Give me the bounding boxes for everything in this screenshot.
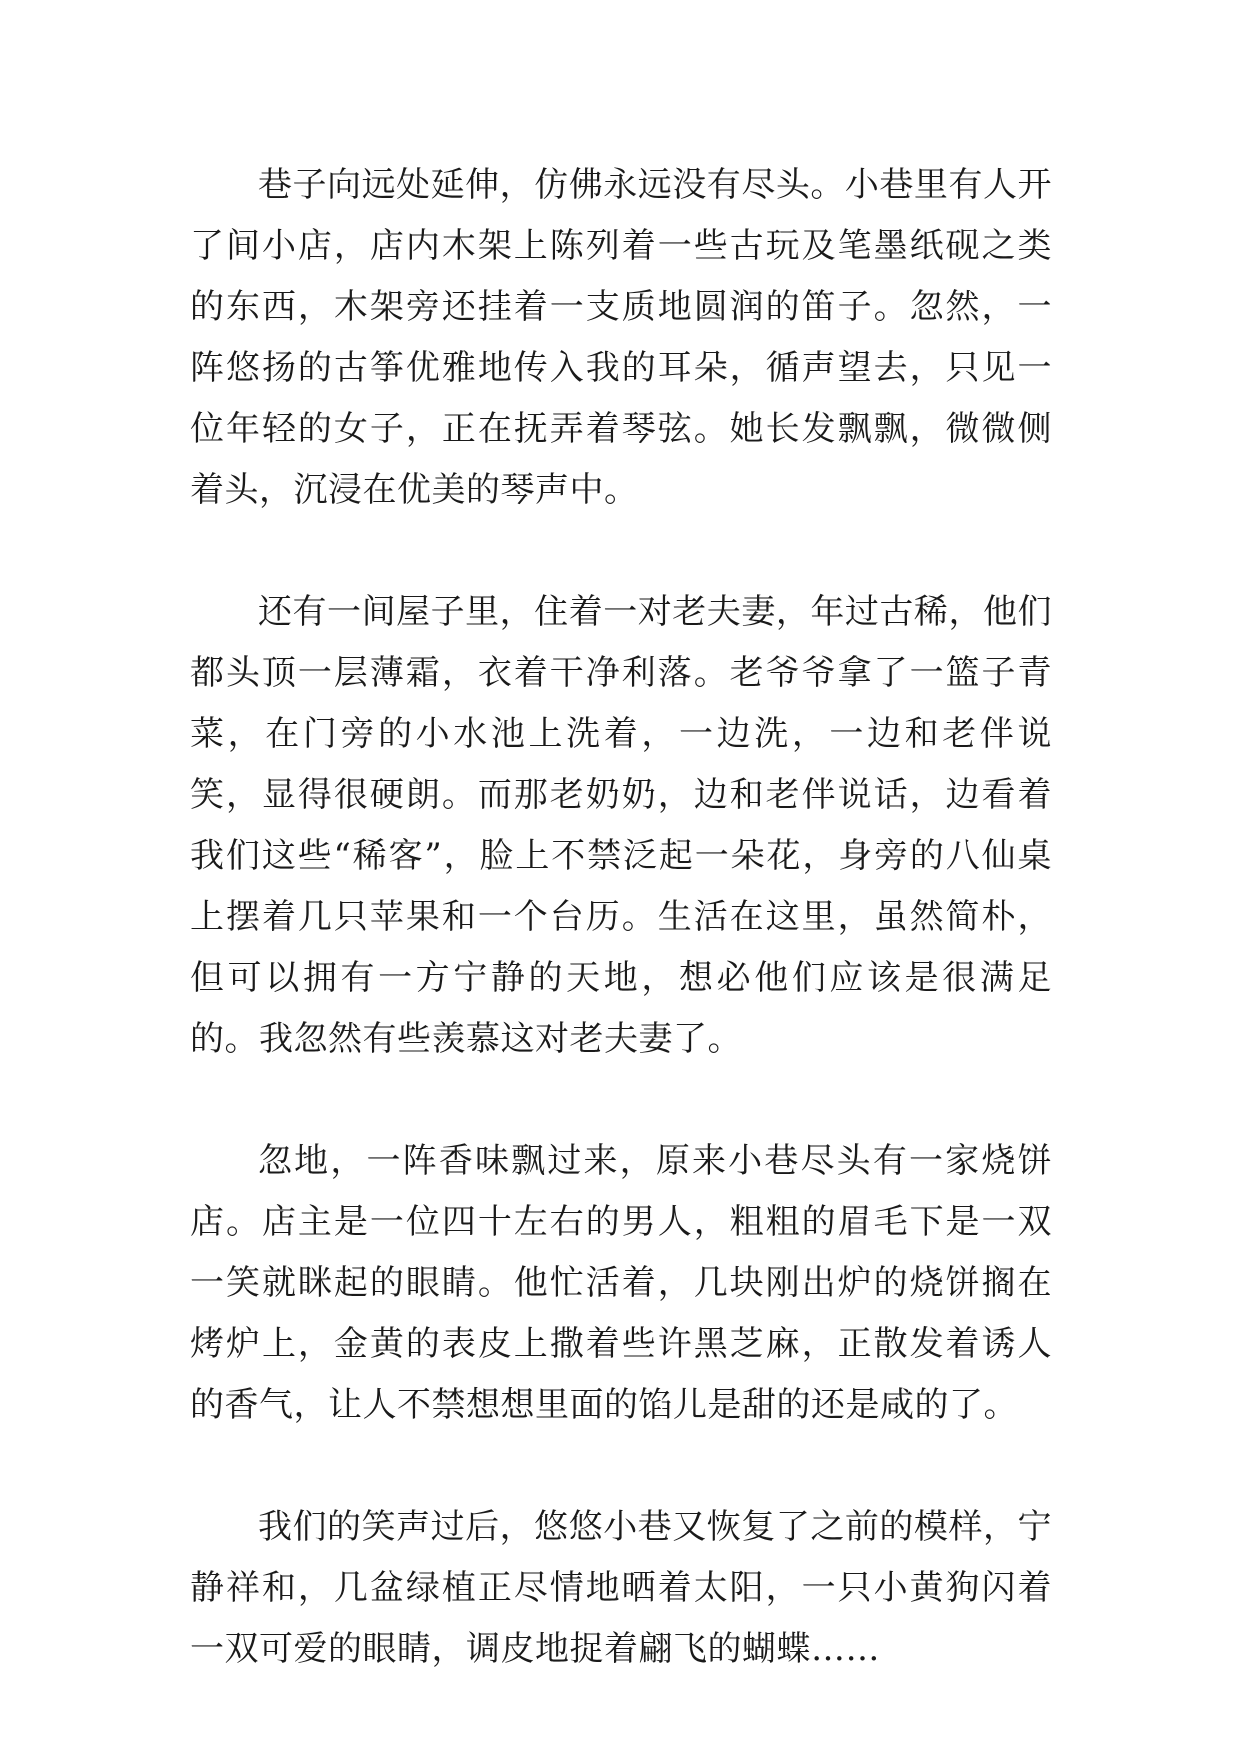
paragraph-1: 巷子向远处延伸，仿佛永远没有尽头。小巷里有人开了间小店，店内木架上陈列着一些古玩及笔墨纸砚之类的东西，木架旁还挂着一支质地圆润的笛子。忽然，一阵悠扬的古筝优雅地传入我的耳朵，循声望去，只见一位年轻的女子，正在抚弄着琴弦。她长发飘飘，微微侧着头，沉浸在优美的琴声中。 [190,165,1052,510]
paragraph-2: 还有一间屋子里，住着一对老夫妻，年过古稀，他们都头顶一层薄霜，衣着干净利落。老爷爷拿了一篮子青菜，在门旁的小水池上洗着，一边洗，一边和老伴说笑，显得很硬朗。而那老奶奶，边和老伴说话，边看着我们这些“稀客”，脸上不禁泛起一朵花，身旁的八仙桌上摆着几只苹果和一个台历。生活在这里，虽然简朴，但可以拥有一方宁静的天地，想必他们应该是很满足的。我忽然有些羡慕这对老夫妻了。 [190,592,1052,1059]
document-page [190,155,1052,1680]
paragraph-4: 我们的笑声过后，悠悠小巷又恢复了之前的模样，宁静祥和，几盆绿植正尽情地晒着太阳，一只小黄狗闪着一双可爱的眼睛，调皮地捉着翩飞的蝴蝶…… [190,1507,1052,1669]
paragraph-3: 忽地，一阵香味飘过来，原来小巷尽头有一家烧饼店。店主是一位四十左右的男人，粗粗的眉毛下是一双一笑就眯起的眼睛。他忙活着，几块刚出炉的烧饼搁在烤炉上，金黄的表皮上撒着些许黑芝麻，正散发着诱人的香气，让人不禁想想里面的馅儿是甜的还是咸的了。 [190,1141,1052,1425]
